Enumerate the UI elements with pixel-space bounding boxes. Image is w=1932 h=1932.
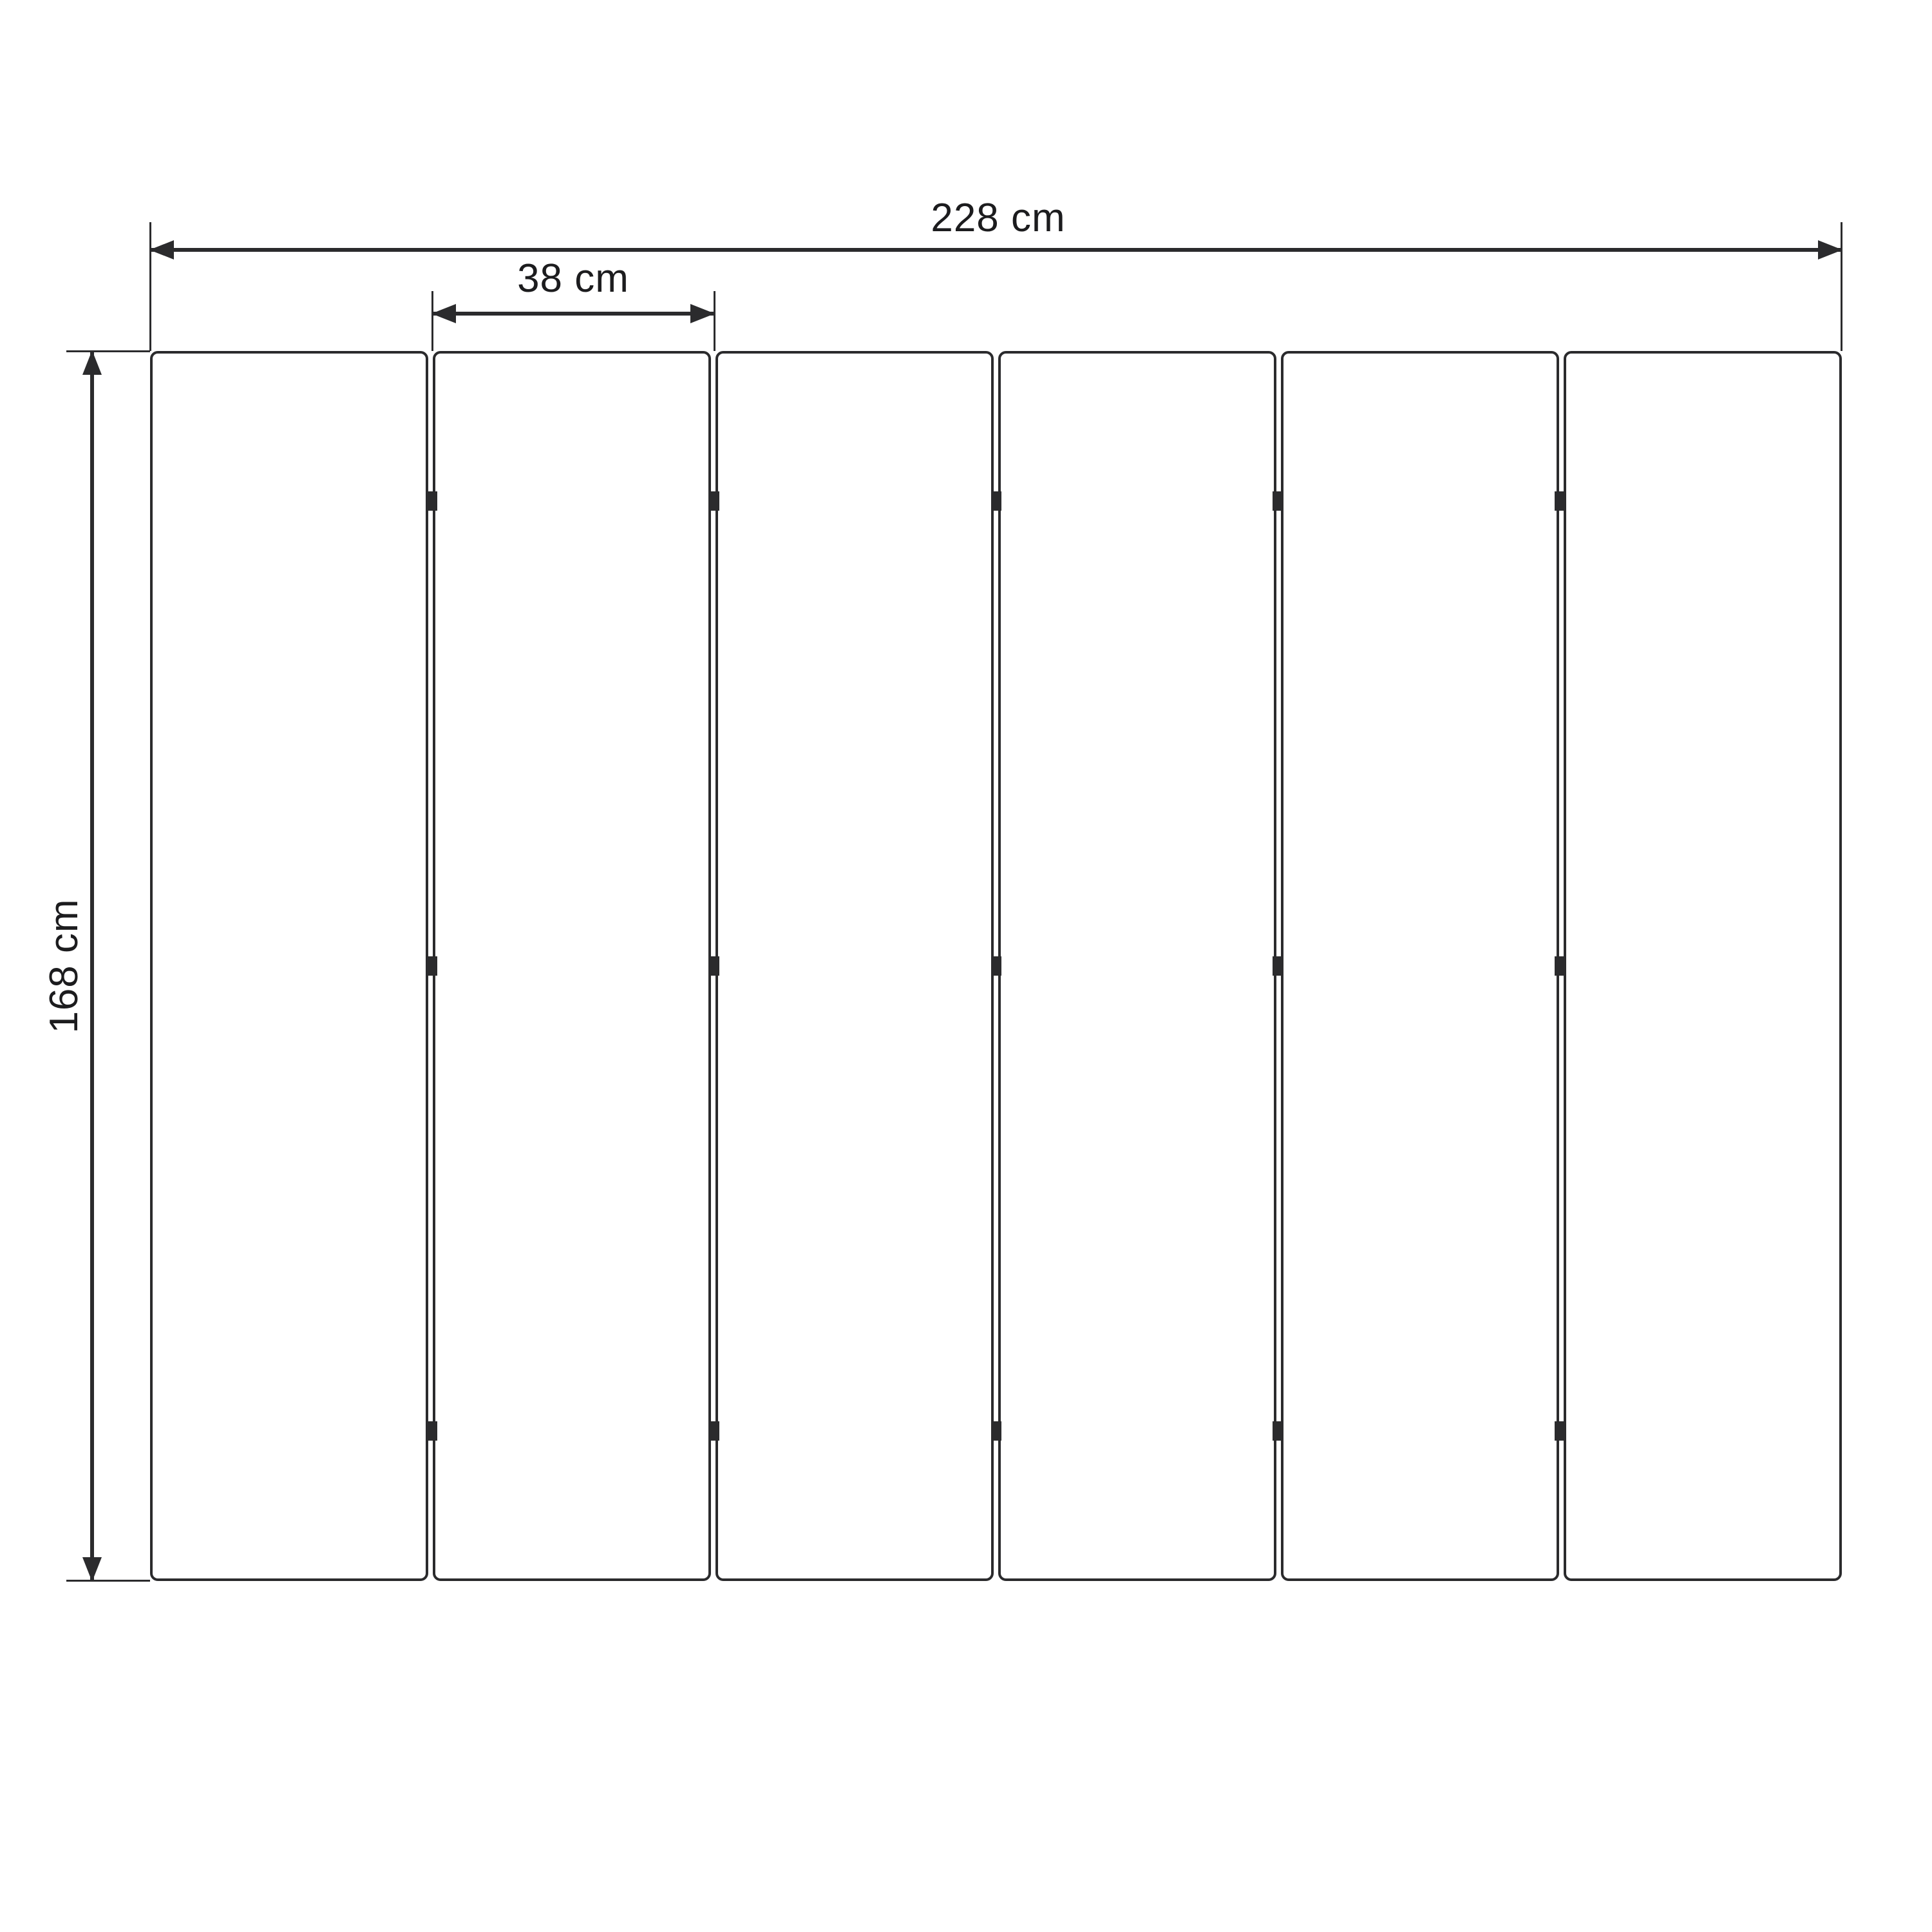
hinge-mark <box>709 491 719 511</box>
arrowhead-right-icon <box>1818 240 1842 260</box>
total-width-label: 228 cm <box>931 196 1066 240</box>
panel-1 <box>150 351 428 1581</box>
hinge-mark <box>1555 1421 1565 1441</box>
extension-line-total-left <box>149 222 151 351</box>
hinge-mark <box>991 956 1001 976</box>
hinge-mark <box>709 1421 719 1441</box>
hinge-mark <box>991 1421 1001 1441</box>
hinge-mark <box>1273 956 1283 976</box>
hinge-mark <box>1555 956 1565 976</box>
panel-6 <box>1564 351 1842 1581</box>
arrowhead-left-icon <box>149 240 174 260</box>
hinge-mark <box>1273 1421 1283 1441</box>
extension-line-panel-left <box>431 291 433 351</box>
panel-4 <box>998 351 1276 1581</box>
panel-5 <box>1281 351 1559 1581</box>
hinge-mark <box>709 956 719 976</box>
hinge-mark <box>427 956 437 976</box>
extension-line-total-right <box>1841 222 1842 351</box>
hinge-mark <box>427 491 437 511</box>
arrowhead-left-icon <box>431 304 456 323</box>
extension-line-height-bottom <box>66 1580 150 1582</box>
panel-2 <box>433 351 711 1581</box>
panel-width-dimension-line <box>432 312 714 316</box>
height-label: 168 cm <box>42 898 86 1034</box>
hinge-mark <box>1555 491 1565 511</box>
panel-width-label: 38 cm <box>517 256 629 301</box>
hinge-mark <box>427 1421 437 1441</box>
arrowhead-up-icon <box>82 350 102 375</box>
hinge-mark <box>991 491 1001 511</box>
arrowhead-down-icon <box>82 1557 102 1582</box>
extension-line-height-top <box>66 350 150 352</box>
extension-line-panel-right <box>714 291 715 351</box>
hinge-mark <box>1273 491 1283 511</box>
panel-3 <box>715 351 994 1581</box>
total-width-dimension-line <box>150 248 1842 252</box>
panel-row <box>150 351 1842 1581</box>
height-dimension-line <box>90 351 94 1581</box>
arrowhead-right-icon <box>690 304 715 323</box>
